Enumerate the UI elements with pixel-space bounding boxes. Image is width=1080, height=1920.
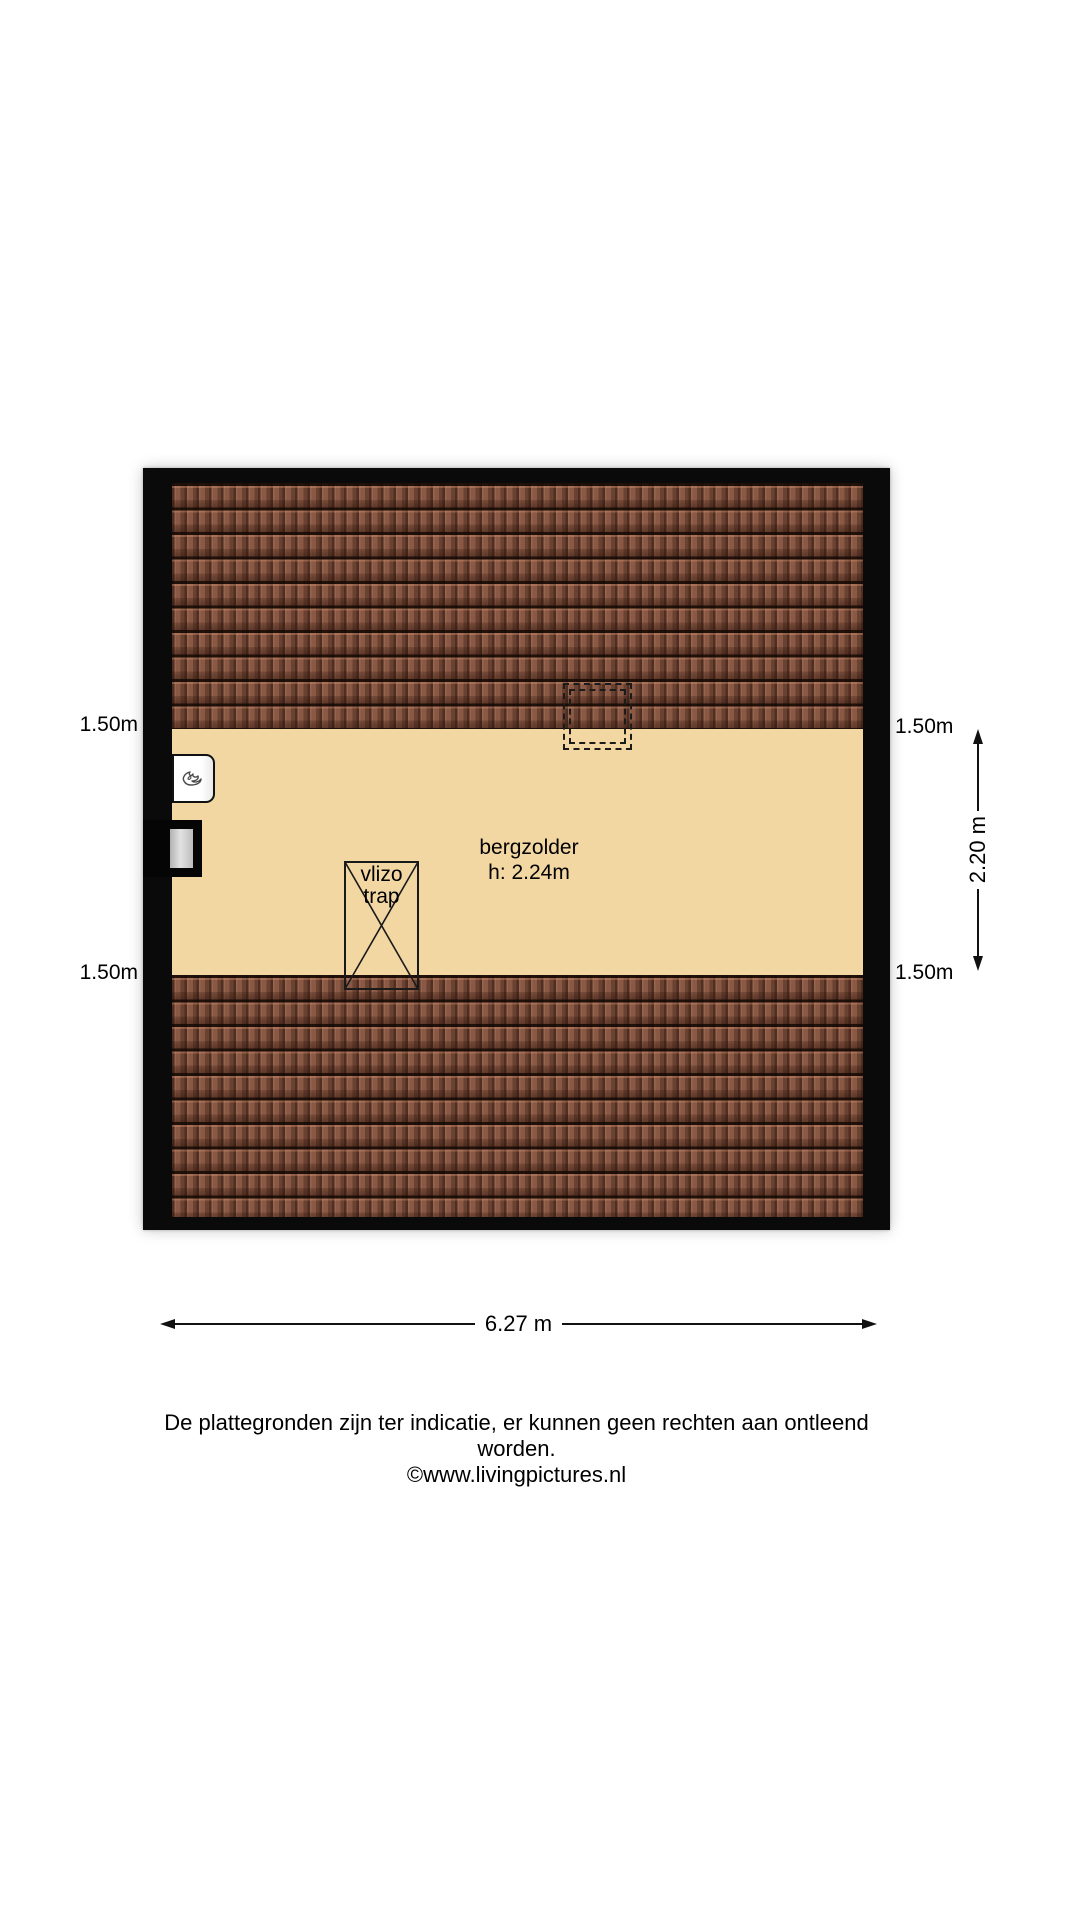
vertical-dimension-arrow bbox=[963, 729, 993, 971]
arrow-left-icon bbox=[160, 1319, 175, 1329]
roof-window-frame bbox=[143, 820, 202, 877]
loft-ladder-label bbox=[344, 864, 419, 908]
room-name: bergzolder bbox=[479, 836, 579, 859]
flame-icon bbox=[180, 768, 208, 790]
floor-plan bbox=[143, 468, 890, 1230]
dim-label-bottom-right: 1.50m bbox=[895, 961, 954, 984]
loft-ladder-label-line1: vlizo bbox=[360, 863, 403, 886]
room-ceiling-height: h: 2.24m bbox=[488, 861, 570, 884]
copyright-text: ©www.livingpictures.nl bbox=[406, 1462, 627, 1487]
roof-window-pane bbox=[170, 829, 193, 868]
roof-tiles-top bbox=[172, 483, 863, 729]
roof-tiles-bottom bbox=[172, 975, 863, 1217]
dimension-line bbox=[175, 1323, 475, 1325]
dimension-line bbox=[977, 744, 979, 811]
dim-label-top-left: 1.50m bbox=[79, 713, 138, 736]
horizontal-dimension-label: 6.27 m bbox=[484, 1311, 553, 1336]
boiler-unit bbox=[172, 754, 215, 803]
footer bbox=[143, 1410, 890, 1488]
loft-ladder-box bbox=[344, 861, 419, 990]
dim-label-top-right: 1.50m bbox=[895, 715, 954, 738]
disclaimer-text: De plattegronden zijn ter indicatie, er kunnen geen rechten aan ontleend worden. bbox=[164, 1410, 869, 1461]
dimension-line bbox=[977, 889, 979, 956]
arrow-down-icon bbox=[973, 956, 983, 971]
loft-ladder-label-line2: trap bbox=[363, 885, 400, 908]
vertical-dimension-label: 2.20 m bbox=[965, 816, 990, 884]
dimension-line bbox=[562, 1323, 862, 1325]
room-label bbox=[429, 835, 629, 885]
skylight-inner-dashed-icon bbox=[569, 689, 626, 744]
dim-label-bottom-left: 1.50m bbox=[79, 961, 138, 984]
skylight-dashed-outline-icon bbox=[563, 683, 632, 750]
arrow-right-icon bbox=[862, 1319, 877, 1329]
horizontal-dimension-arrow bbox=[160, 1311, 877, 1337]
arrow-up-icon bbox=[973, 729, 983, 744]
